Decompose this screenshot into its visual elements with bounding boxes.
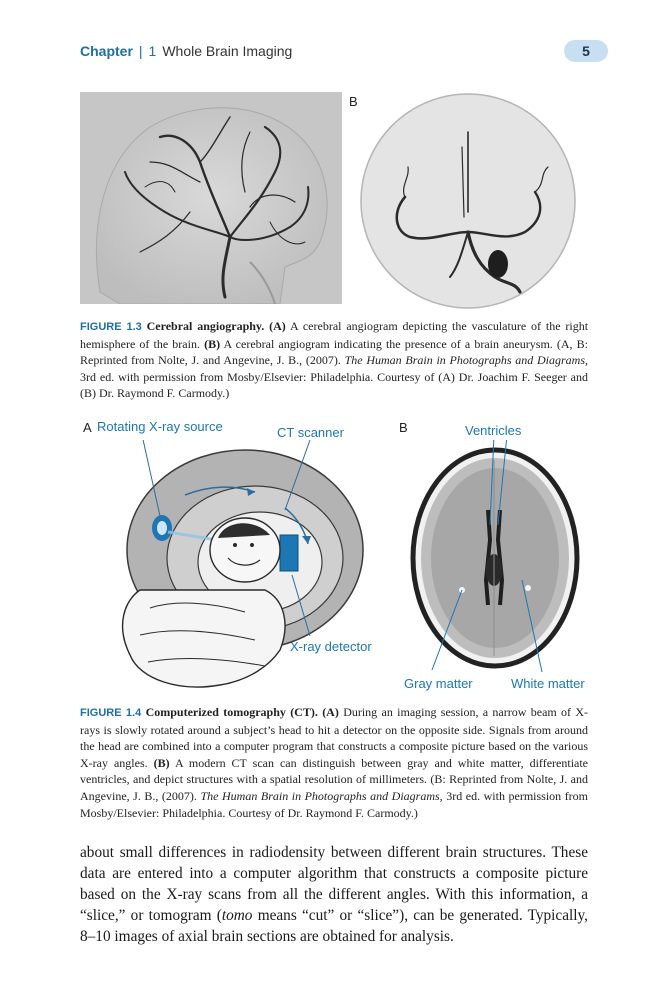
figure-1-4-caption: [80, 704, 588, 821]
fig14-a-marker: (A): [322, 705, 339, 719]
fig14-label: FIGURE 1.4: [80, 707, 142, 719]
fig13-b-marker: (B): [204, 336, 221, 351]
fig14-book-title: The Human Brain in Photographs and Diagrams,: [200, 788, 443, 803]
chapter-number: 1: [148, 43, 157, 59]
chapter-heading: [80, 43, 292, 59]
fig13-a-marker: (A): [269, 319, 286, 333]
fig14-panel-a-label: A: [83, 420, 92, 435]
fig13-panel-b-label: B: [349, 94, 358, 109]
callout-gray-matter: Gray matter: [404, 676, 473, 691]
callout-xray-detector: X-ray detector: [290, 639, 372, 654]
fig14-title: Computerized tomography (CT).: [145, 705, 318, 719]
callout-ventricles: Ventricles: [465, 423, 522, 438]
header-separator: |: [138, 43, 143, 59]
figure-1-3-caption: [80, 318, 588, 402]
fig13-title: Cerebral angiography.: [146, 319, 265, 333]
angiogram-lateral-image: [80, 92, 342, 304]
body-paragraph: [80, 842, 588, 947]
callout-rotating-xray-source: Rotating X-ray source: [97, 419, 223, 434]
body-text-start: about small differences in radiodensity between different brain structures. These data are entered into a computer algorithm that constructs a composite picture based on the X-ray scans from all the different angles. With this information, a “slice,” or tomogram (: [80, 844, 588, 924]
fig14-b-text: A modern CT scan can distinguish between gray and white matter, differentiate ventricles, and depict structures with a spatial resolution of millimeters. (B: Reprinted from Nolte, J. and Angevine, J. B., (2007).: [80, 755, 589, 803]
callout-white-matter: White matter: [511, 676, 585, 691]
callout-ct-scanner: CT scanner: [277, 425, 344, 440]
fig13-credit: 3rd ed. with permission from Mosby/Elsevier: Philadelphia. Courtesy of (A) Dr. Joachim F. Seeger and (B) Dr. Raymond F. Carmody.): [80, 369, 588, 401]
body-text-end: means “cut” or “slice”), can be generated. Typically, 8–10 images of axial brain sections are obtained for analysis.: [80, 907, 588, 945]
ct-axial-scan-image: [402, 440, 592, 676]
fig14-b-marker: (B): [153, 755, 170, 770]
body-tomo-term: tomo: [221, 907, 253, 924]
chapter-title: Whole Brain Imaging: [162, 43, 293, 59]
fig13-a-text: A cerebral angiogram depicting the vasculature of the right hemisphere of the brain.: [80, 319, 589, 351]
page-number-badge: 5: [564, 40, 608, 62]
fig13-label: FIGURE 1.3: [80, 321, 142, 333]
running-head: [80, 40, 608, 66]
fig14-a-text: During an imaging session, a narrow beam of X-rays is slowly rotated around a subject’s head to hit a detector on the opposite side. Signals from around the head are combined into a computer program that constructs a composite picture based on the various X-ray angles.: [80, 705, 589, 770]
angiogram-aneurysm-image: [350, 92, 586, 310]
fig13-b-text: A cerebral angiogram indicating the presence of a brain aneurysm. (A, B: Reprinted from Nolte, J. and Angevine, J. B., (2007).: [80, 336, 589, 368]
chapter-label: Chapter: [80, 43, 133, 59]
ct-scanner-illustration: [80, 440, 380, 696]
fig14-credit: 3rd ed. with permission from Mosby/Elsevier: Philadelphia. Courtesy of Dr. Raymond F. Carmody.): [80, 788, 589, 820]
fig13-book-title: The Human Brain in Photographs and Diagrams,: [344, 353, 588, 368]
fig14-panel-b-label: B: [399, 420, 408, 435]
